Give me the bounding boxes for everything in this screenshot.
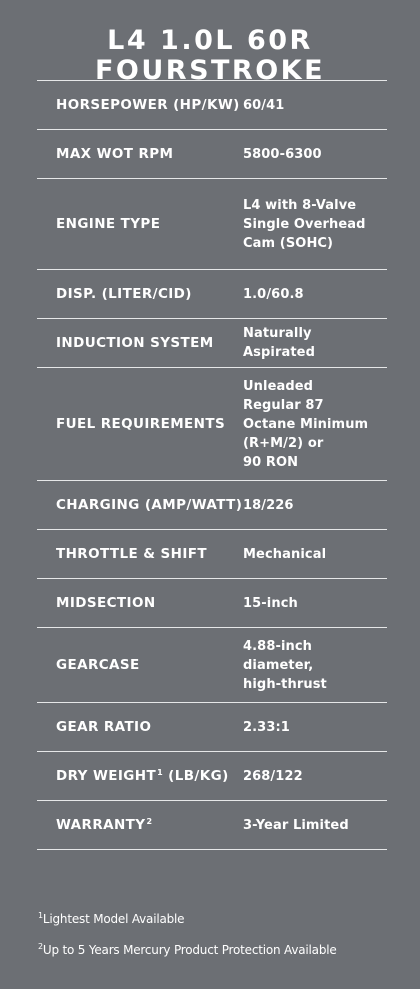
spec-label bbox=[37, 817, 243, 833]
spec-label: INDUCTION SYSTEM bbox=[56, 335, 214, 351]
spec-label: HORSEPOWER (HP/KW) bbox=[56, 97, 240, 113]
spec-value: 3-Year Limited bbox=[243, 817, 349, 833]
spec-sheet-title: L4 1.0L 60R FOURSTROKE bbox=[94, 25, 326, 86]
spec-row-induction-system bbox=[37, 319, 387, 368]
spec-label bbox=[37, 768, 243, 784]
spec-value: 4.88-inch diameter, high-thrust bbox=[243, 638, 327, 692]
spec-value: 1.0/60.8 bbox=[243, 286, 304, 302]
spec-value: 5800-6300 bbox=[243, 146, 322, 162]
footnote-text: Lightest Model Available bbox=[42, 912, 185, 926]
spec-label-suffix: (LB/KG) bbox=[163, 768, 229, 784]
footnote-item bbox=[38, 933, 337, 964]
spec-value: 2.33:1 bbox=[243, 719, 290, 735]
spec-value: L4 with 8-Valve Single Overhead Cam (SOHC) bbox=[243, 197, 366, 251]
spec-label: CHARGING (AMP/WATT) bbox=[56, 497, 243, 513]
spec-label: MAX WOT RPM bbox=[56, 146, 174, 162]
spec-row-gearcase bbox=[37, 628, 387, 703]
spec-row-displacement bbox=[37, 270, 387, 319]
footnote-marker: 2 bbox=[146, 817, 153, 826]
spec-table bbox=[37, 80, 387, 850]
spec-row-throttle-shift bbox=[37, 530, 387, 579]
spec-row-charging bbox=[37, 481, 387, 530]
spec-value: 60/41 bbox=[243, 97, 285, 113]
spec-label-text: WARRANTY bbox=[56, 817, 146, 833]
spec-value: 268/122 bbox=[243, 768, 303, 784]
spec-row-horsepower bbox=[37, 81, 387, 130]
spec-label: DISP. (LITER/CID) bbox=[56, 286, 192, 302]
spec-row-max-wot-rpm bbox=[37, 130, 387, 179]
spec-label: ENGINE TYPE bbox=[56, 216, 161, 232]
spec-label: FUEL REQUIREMENTS bbox=[56, 416, 226, 432]
spec-row-fuel-requirements bbox=[37, 368, 387, 481]
spec-row-midsection bbox=[37, 579, 387, 628]
spec-label-text: DRY WEIGHT bbox=[56, 768, 157, 784]
spec-value: 18/226 bbox=[243, 497, 294, 513]
spec-row-warranty bbox=[37, 801, 387, 850]
spec-row-dry-weight bbox=[37, 752, 387, 801]
footnote-text: Up to 5 Years Mercury Product Protection Available bbox=[42, 943, 337, 957]
spec-row-gear-ratio bbox=[37, 703, 387, 752]
spec-value: Naturally Aspirated bbox=[243, 326, 315, 360]
spec-label: MIDSECTION bbox=[56, 595, 156, 611]
footnote-marker: 2 bbox=[38, 942, 43, 951]
footnote-item bbox=[38, 902, 337, 933]
footnote-marker: 1 bbox=[38, 911, 43, 920]
spec-value: 15-inch bbox=[243, 595, 298, 611]
spec-label: GEAR RATIO bbox=[56, 719, 152, 735]
spec-value: Unleaded Regular 87 Octane Minimum (R+M/2) or 90 RON bbox=[243, 378, 369, 470]
footnotes bbox=[38, 902, 337, 964]
spec-value: Mechanical bbox=[243, 546, 327, 562]
footnote-marker: 1 bbox=[157, 768, 164, 777]
spec-label: GEARCASE bbox=[56, 657, 140, 673]
spec-row-engine-type bbox=[37, 179, 387, 270]
spec-label: THROTTLE & SHIFT bbox=[56, 546, 207, 562]
